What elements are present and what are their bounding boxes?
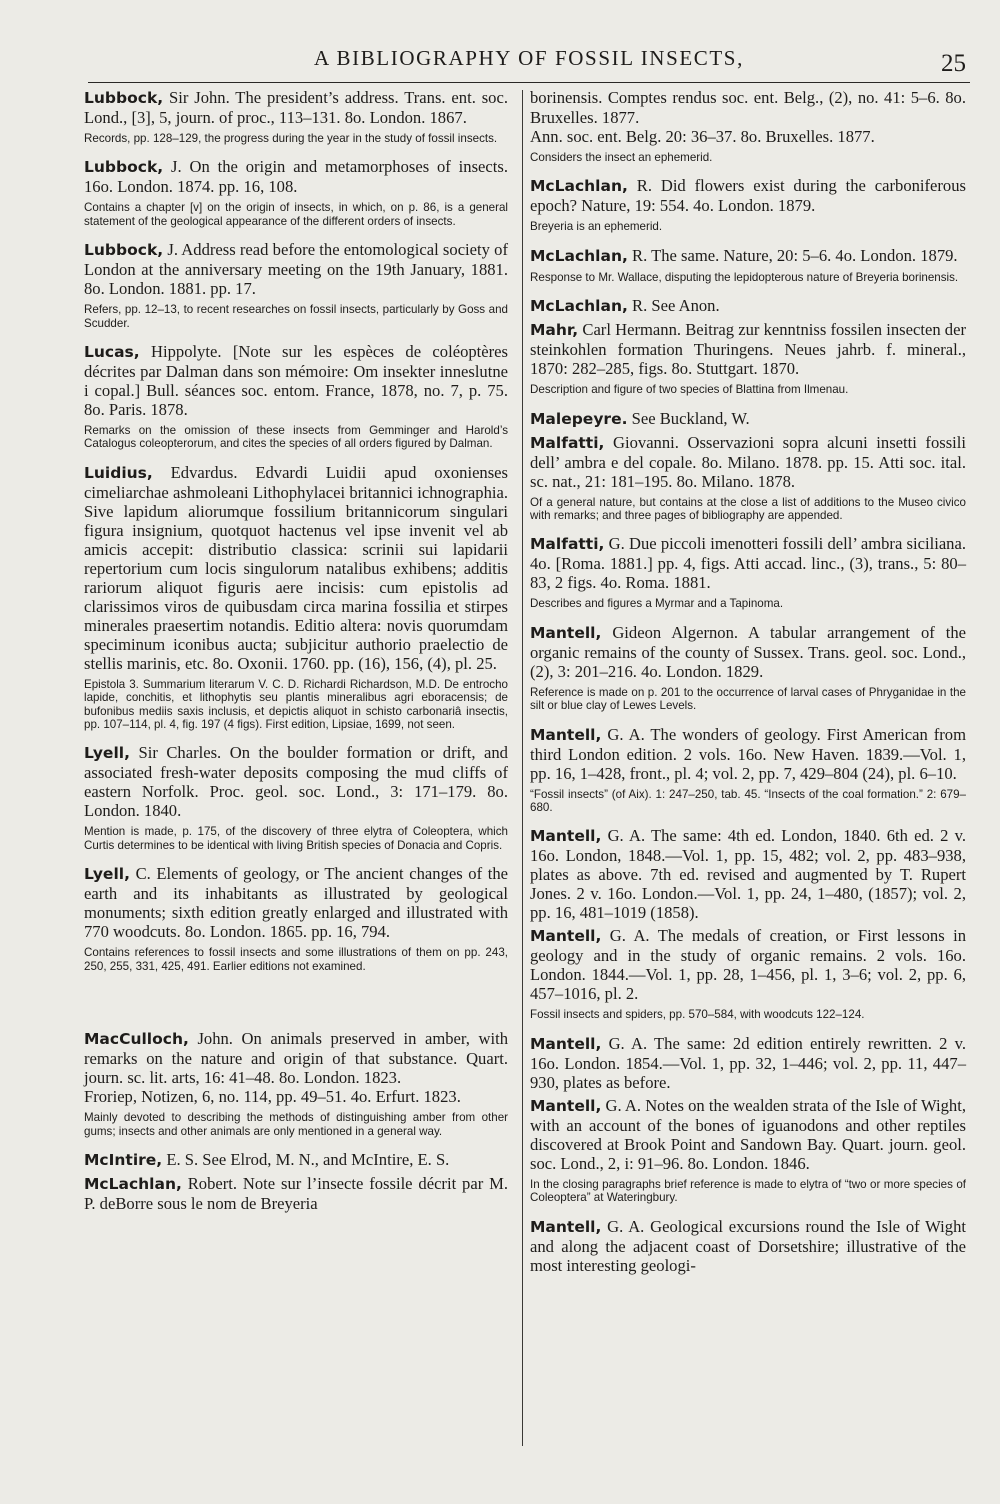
bibliography-entry [84,743,508,852]
entry-annotation: Epistola 3. Summarium literarum V. C. D. Richardi Richardson, M.D. De entrocho lapide, conchitis, et lithophytis seu plantis mineralibus agri eboracensis; de bufonibus mediis saxis inclusis, et depictis aliquot in schisto carbonariâ insectis, pp. 107–114, pl. 4, fig. 197 (4 figs). First edition, Lipsiae, 1699, not seen. [84,677,508,732]
entry-citation: Carl Hermann. Beitrag zur kenntniss fossilen insecten der steinkohlen formation Thuringens. Neues jahrb. f. mineral., 1870: 282–285, figs. 8o. Stuttgart. 1870. [530,320,966,379]
entry-citation: J. On the origin and metamorphoses of insects. 16o. London. 1874. pp. 16, 108. [84,157,508,197]
bibliography-entry [530,320,966,396]
entry-annotation: Fossil insects and spiders, pp. 570–584, with woodcuts 122–124. [530,1008,865,1022]
bibliography-entry [530,176,966,233]
entry-citation: See Buckland, W. [631,408,750,428]
entry-author: Mantell, [530,927,602,946]
entry-author: Lubbock, [84,89,164,107]
entry-author: Mantell, [530,827,602,846]
entry-citation: G. A. The wonders of geology. First American from third London edition. 2 vols. 16o. New Haven. 1839.—Vol. 1, pp. 16, 1–428, front., pl. 4; vol. 2, pp. 7, 429–804 (24), pl. 6–10. [530,724,966,783]
entry-citation: G. A. The same: 2d edition entirely rewritten. 2 v. 16o. London. 1854.—Vol. 1, pp. 32, 1–446; vol. 2, pp. 11, 447–930, plates as before. [530,1033,966,1092]
entry-author: Lucas, [84,343,140,362]
entry-author: Malepeyre. [530,409,628,428]
entry-citation: G. A. Geological excursions round the Isle of Wight and along the adjacent coast of Dorsetshire; illustrative of the most interesting geologi- [530,1216,966,1275]
entry-citation: Gideon Algernon. A tabular arrangement of the organic remains of the county of Sussex. Trans. geol. soc. Lond., (2), 3: 201–216. 4o. London. 1829. [530,622,966,681]
entry-author: Lyell, [84,744,130,763]
entry-citation: Giovanni. Osservazioni sopra alcuni insetti fossili dell’ ambra e del copale. 8o. Milano. 1878. pp. 15. Atti soc. ital. sc. nat., 21: 181–195. 8o. Milano. 1878. [530,432,966,491]
entry-citation: Hippolyte. [Note sur les espèces de coléoptères décrites par Dalman dans son mémoire: Om insekter inneslutne i copal.] Bull. séances soc. entom. France, 1878, no. 7, p. 75. 8o. Paris. 1878. [84,342,508,420]
entry-author: Mantell, [530,1217,602,1236]
entry-author: MacCulloch, [84,1030,189,1049]
bibliography-entry [530,433,966,523]
bibliography-entry [530,826,966,922]
entry-citation: borinensis. Comptes rendus soc. ent. Belg., (2), no. 41: 5–6. 8o. Bruxelles. 1877. [530,88,966,127]
bibliography-entry [84,240,508,330]
entry-citation: Edvardus. Edvardi Luidii apud oxonienses cimeliarchae ashmoleani Lithophylacei britannici ichnographia. Sive lapidum aliorumque fossilium britannicorum singulari figura insignium, quotquot hactenus vel ipse invenit vel ab amicis accepit: distributio classica: scrinii sui lapidarii repertorium cum locis singulorum natalibus exhibens; additis rariorum aliquot figuris aere incisis: cum epistolis ad clarissimos viros de quibusdam circa marina fossilia et stirpes minerales praesertim notandis. Editio altera: novis quorumdam speciminum iconibus aucta; subjicitur authorio praelectio de stellis marinis, etc. 8o. Oxonii. 1760. pp. (16), 156, (4), pl. 25. [84,462,509,673]
bibliography-entry [84,463,508,732]
entry-citation: John. On animals preserved in amber, with remarks on the nature and origin of that substance. Quart. journ. sc. lit. arts, 16: 41–48. 8o. London. 1823. [84,1029,508,1088]
entry-citation: R. Did flowers exist during the carboniferous epoch? Nature, 19: 554. 4o. London. 1879. [530,176,966,216]
bibliography-entry [84,88,508,145]
entry-annotation: Considers the insect an ephemerid. [530,151,713,164]
bibliography-entry [84,157,508,228]
entry-annotation: Records, pp. 128–129, the progress during the year in the study of fossil insects. [84,132,498,145]
entry-annotation: Mention is made, p. 175, of the discovery of three elytra of Coleoptera, which Curtis determines to be identical with living British species of Donacia and Copris. [84,825,508,852]
entry-citation: E. S. See Elrod, M. N., and McIntire, E. S. [166,1149,450,1169]
entry-annotation: In the closing paragraphs brief reference is made to elytra of “two or more species of Coleoptera” at Wateringbury. [530,1177,966,1205]
bibliography-entry [530,623,966,713]
bibliography-entry [84,1150,508,1170]
bibliography-entry [530,534,966,610]
entry-annotation: Contains references to fossil insects and some illustrations of them on pp. 243, 250, 255, 331, 425, 491. Earlier editions not examined. [84,946,508,973]
entry-author: McLachlan, [84,1174,182,1193]
entry-author: Lubbock, [84,158,164,177]
entry-author: Mahr, [530,321,579,340]
entry-annotation: “Fossil insects” (of Aix). 1: 247–250, tab. 45. “Insects of the coal formation.” 2: 679–680. [530,787,966,815]
entry-citation: R. The same. Nature, 20: 5–6. 4o. London. 1879. [632,245,958,265]
running-title: A BIBLIOGRAPHY OF FOSSIL INSECTS, [314,46,744,70]
entry-citation: G. Due piccoli imenotteri fossili dell’ ambra siciliana. 4o. [Roma. 1881.] pp. 4, figs. Atti accad. linc., (3), trans., 5: 80–83, 2 figs. 4o. Roma. 1881. [530,534,966,593]
entry-reprint: Froriep, Notizen, 6, no. 114, pp. 49–51. 4o. Erfurt. 1823. [84,1087,461,1107]
bibliography-entry-continued [530,88,966,164]
page-number: 25 [941,50,966,77]
entry-reprint: Ann. soc. ent. Belg. 20: 36–37. 8o. Bruxelles. 1877. [530,127,875,146]
column-divider [522,90,523,1446]
entry-author: Mantell, [530,725,602,744]
entry-citation: G. A. The medals of creation, or First lessons in geology and in the study of organic remains. 2 vols. 16o. London. 1844.—Vol. 1, pp. 28, 1–456, pl. 1, 3–6; vol. 2, pp. 6, 457–1016, pl. 2. [530,926,966,1004]
bibliography-entry [84,1174,508,1213]
entry-citation: Sir Charles. On the boulder formation or drift, and associated fresh-water deposits composing the mud cliffs of eastern Norfolk. Proc. geol. soc. Lond., 3: 171–179. 8o. London. 1840. [84,743,508,821]
entry-annotation: Response to Mr. Wallace, disputing the lepidopterous nature of Breyeria borinensis. [530,270,959,284]
right-column [530,88,966,1275]
entry-annotation: Refers, pp. 12–13, to recent researches on fossil insects, particularly by Goss and Scudder. [84,303,508,330]
entry-author: McLachlan, [530,297,628,316]
bibliography-entry [530,1096,966,1205]
entry-author: McLachlan, [530,246,628,265]
entry-author: McLachlan, [530,177,628,196]
entry-author: Lubbock, [84,241,164,260]
entry-annotation: Describes and figures a Myrmar and a Tapinoma. [530,597,784,611]
running-head [88,42,970,83]
entry-citation: C. Elements of geology, or The ancient changes of the earth and its inhabitants as illustrated by geological monuments; sixth edition greatly enlarged and illustrated with 770 woodcuts. 8o. London. 1865. pp. 16, 794. [84,864,508,942]
bibliography-entry [530,246,966,284]
bibliography-entry [530,409,966,429]
entry-annotation: Mainly devoted to describing the methods of distinguishing amber from other gums; insects and other animals are only mentioned in a general way. [84,1111,508,1138]
entry-annotation: Contains a chapter [v] on the origin of insects, in which, on p. 86, is a general statement of the geological appearance of the different orders of insects. [84,201,508,228]
bibliography-entry [530,1217,966,1275]
bibliography-entry [530,296,966,316]
entry-annotation: Of a general nature, but contains at the close a list of additions to the Museo civico with remarks; and three pages of bibliography are appended. [530,495,966,523]
entry-citation: G. A. The same: 4th ed. London, 1840. 6th ed. 2 v. 16o. London, 1848.—Vol. 1, pp. 15, 482; vol. 2, pp. 483–938, plates as above. 7th ed. revised and augmented by T. Rupert Jones. 2 v. 16o. London.—Vol. 1, pp. 24, 1–480, (1857); vol. 2, pp. 16, 481–1019 (1858). [530,826,967,923]
entry-citation: Robert. Note sur l’insecte fossile décrit par M. P. deBorre sous le nom de Breyeria [84,1173,508,1213]
entry-author: Lyell, [84,865,130,884]
bibliography-entry [84,1029,508,1138]
bibliography-entry [84,342,508,451]
entry-citation: J. Address read before the entomological society of London at the anniversary meeting on the 19th January, 1881. 8o. London. 1881. pp. 17. [84,240,508,299]
bibliography-entry [530,926,966,1021]
entry-annotation: Breyeria is an ephemerid. [530,220,663,234]
entry-author: Mantell, [530,623,602,642]
entry-citation: Sir John. The president’s address. Trans. ent. soc. Lond., [3], 5, journ. of proc., 113–131. 8o. London. 1867. [84,88,508,127]
entry-author: McIntire, [84,1150,163,1169]
entry-author: Mantell, [530,1034,602,1053]
entry-annotation: Description and figure of two species of Blattina from Ilmenau. [530,383,849,397]
entry-annotation: Remarks on the omission of these insects from Gemminger and Harold’s Catalogus coleopterorum, and cites the species of all orders figured by Dalman. [84,424,508,451]
entry-citation: G. A. Notes on the wealden strata of the Isle of Wight, with an account of the bones of iguanodons and other reptiles discovered at Brook Point and Sandown Bay. Quart. journ. geol. soc. Lond., 2, i: 91–96. 8o. London. 1846. [530,1095,966,1173]
bibliography-entry [530,725,966,815]
entry-citation: R. See Anon. [632,296,720,316]
bibliography-entry [84,864,508,973]
entry-author: Luidius, [84,463,153,482]
entry-author: Mantell, [530,1096,602,1115]
left-column [84,88,508,1213]
entry-author: Malfatti, [530,433,605,452]
bibliography-entry [530,1034,966,1092]
entry-author: Malfatti, [530,535,605,554]
entry-annotation: Reference is made on p. 201 to the occurrence of larval cases of Phryganidae in the silt or blue clay of Lewes Levels. [530,685,966,713]
